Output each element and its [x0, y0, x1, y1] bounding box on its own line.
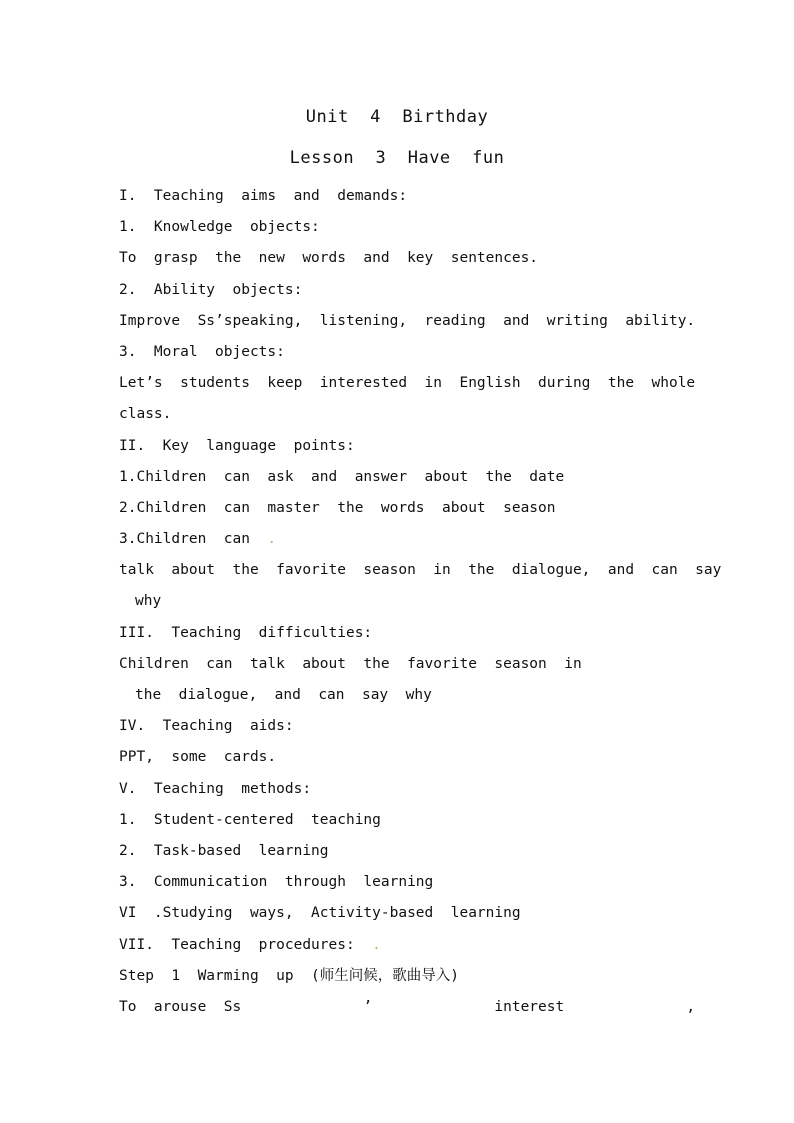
unit-title: Unit 4 Birthday [305, 107, 489, 127]
key-point-3-cont: talk about the favorite season in the dialogue, and can say [119, 562, 722, 579]
section-heading-difficulties: III. Teaching difficulties: [119, 624, 373, 641]
step-1-text: To arouse Ss ’ interest , [119, 998, 696, 1015]
knowledge-objects-text: To grasp the new words and key sentences. [119, 250, 539, 267]
procedures-heading-text: VII. Teaching procedures: [119, 936, 355, 953]
difficulties-text: Children can talk about the favorite season in [119, 655, 582, 672]
section-heading-aids: IV. Teaching aids: [119, 718, 294, 735]
section-heading-key-points: II. Key language points: [119, 437, 355, 454]
key-point-3-cont-2: why [135, 593, 162, 610]
knowledge-objects-heading: 1. Knowledge objects: [119, 219, 320, 236]
method-2: 2. Task-based learning [119, 842, 329, 859]
moral-objects-text: Let’s students keep interested in English during the whole [119, 375, 696, 392]
ability-objects-text: Improve Ss’speaking, listening, reading and writing ability. [119, 312, 696, 329]
key-point-3-text: 3.Children can [119, 531, 250, 548]
ability-objects-heading: 2. Ability objects: [119, 281, 303, 298]
section-heading-aims: I. Teaching aims and demands: [119, 188, 408, 204]
stray-mark: . [372, 936, 381, 953]
method-3: 3. Communication through learning [119, 874, 434, 891]
lesson-title: Lesson 3 Have fun [289, 148, 505, 168]
aids-text: PPT, some cards. [119, 749, 277, 766]
step-1-heading: Step 1 Warming up (师生问候，歌曲导入) [119, 967, 460, 984]
method-1: 1. Student-centered teaching [119, 811, 381, 828]
key-point-1: 1.Children can ask and answer about the date [119, 468, 565, 485]
moral-objects-heading: 3. Moral objects: [119, 343, 285, 360]
moral-objects-text-cont: class. [119, 406, 172, 423]
document-body [119, 183, 722, 1025]
section-heading-methods: V. Teaching methods: [119, 780, 312, 797]
key-point-2: 2.Children can master the words about season [119, 499, 556, 516]
section-heading-studying-ways: VI .Studying ways, Activity-based learning [119, 905, 521, 922]
key-point-3 [119, 526, 679, 557]
difficulties-text-cont: the dialogue, and can say why [135, 687, 432, 703]
stray-mark: . [267, 531, 277, 548]
section-heading-procedures [119, 932, 679, 963]
